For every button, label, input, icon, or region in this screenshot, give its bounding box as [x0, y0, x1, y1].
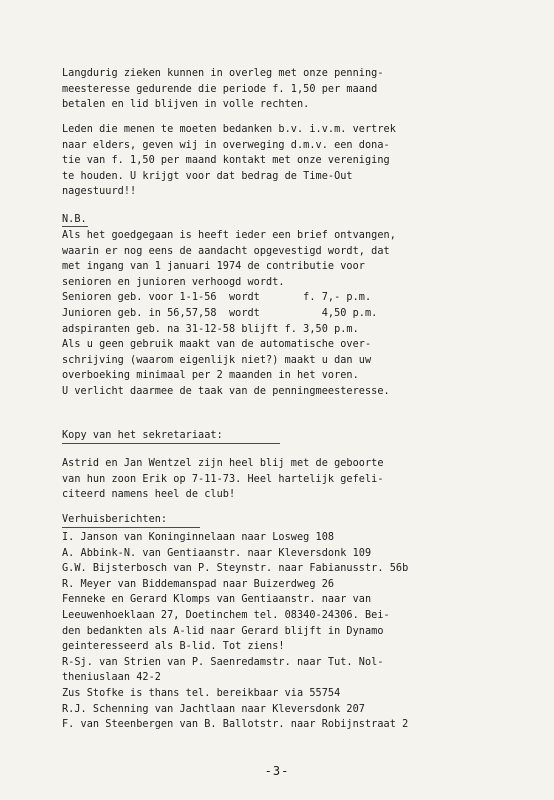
- text-line: U verlicht daarmee de taak van de penningmeesteresse.: [62, 385, 390, 397]
- text-line: schrijving (waarom eigenlijk niet?) maakt u dan uw: [62, 354, 372, 366]
- text-line: senioren en junioren verhoogd wordt.: [62, 276, 285, 288]
- text-line: betalen en lid blijven in volle rechten.: [62, 99, 310, 111]
- text-line: Als het goedgegaan is heeft ieder een brief ontvangen,: [62, 230, 396, 241]
- moves-underline: [62, 527, 200, 528]
- list-item: A. Abbink-N. van Gentiaanstr. naar Kleversdonk 109: [62, 547, 372, 559]
- paragraph-contribution: [62, 228, 536, 400]
- list-item: den bedankten als A-lid naar Gerard blijft in Dynamo: [62, 625, 384, 637]
- text-line: Langdurig zieken kunnen in overleg met onze penning-: [62, 68, 384, 79]
- list-item: theniuslaan 42-2: [62, 672, 161, 684]
- paragraph-long-term-sick: [62, 66, 536, 113]
- list-item: G.W. Bijsterbosch van P. Steynstr. naar Fabianusstr. 56b: [62, 563, 409, 575]
- paragraph-birth-announcement: [62, 456, 536, 503]
- text-line: Leden die menen te moeten bedanken b.v. i.v.m. vertrek: [62, 124, 396, 135]
- page-number: -3-: [264, 764, 290, 778]
- text-line: naar elders, geven wij in overweging d.m.v. een dona-: [62, 139, 390, 151]
- moves-heading: Verhuisberichten:: [62, 514, 168, 525]
- list-item: R-Sj. van Strien van P. Saenredamstr. naar Tut. Nol-: [62, 656, 384, 668]
- text-line: van hun zoon Erik op 7-11-73. Heel hartelijk gefeli-: [62, 473, 384, 485]
- text-line: te houden. U krijgt voor dat bedrag de Time-Out: [62, 170, 353, 182]
- text-line: nagestuurd!!: [62, 186, 137, 198]
- text-line: citeerd namens heel de club!: [62, 489, 236, 501]
- list-item: F. van Steenbergen van B. Ballotstr. naar Robijnstraat 2: [62, 719, 409, 731]
- text-line: waarin er nog eens de aandacht opgevestigd wordt, dat: [62, 245, 390, 257]
- nb-heading-block: [62, 212, 536, 228]
- fee-line-juniors: Junioren geb. in 56,57,58 wordt 4,50 p.m.: [62, 307, 378, 319]
- list-item: geinteresseerd als B-lid. Tot ziens!: [62, 641, 285, 653]
- text-line: meesteresse gedurende die periode f. 1,50 per maand: [62, 83, 378, 95]
- secretariat-heading: Kopy van het sekretariaat:: [62, 430, 223, 441]
- secretariat-heading-block: [62, 428, 536, 444]
- text-line: tie van f. 1,50 per maand kontakt met onze vereniging: [62, 155, 390, 167]
- text-line: Astrid en Jan Wentzel zijn heel blij met de geboorte: [62, 458, 384, 469]
- list-item: I. Janson van Koninginnelaan naar Losweg 108: [62, 532, 335, 543]
- list-item: R.J. Schenning van Jachtlaan naar Kleversdonk 207: [62, 703, 365, 715]
- secretariat-underline: [62, 443, 280, 444]
- text-line: met ingang van 1 januari 1974 de contributie voor: [62, 261, 365, 273]
- nb-heading: N.B.: [62, 214, 87, 225]
- list-item: Zus Stofke is thans tel. bereikbaar via 55754: [62, 687, 341, 699]
- list-item: R. Meyer van Biddemanspad naar Buizerdweg 26: [62, 578, 335, 590]
- moves-heading-block: [62, 512, 536, 528]
- fee-line-seniors: Senioren geb. voor 1-1-56 wordt f. 7,- p.m.: [62, 292, 372, 304]
- list-item: Fenneke en Gerard Klomps van Gentiaanstr. naar van: [62, 594, 372, 606]
- nb-underline: [62, 226, 88, 227]
- fee-line-aspirants: adspiranten geb. na 31-12-58 blijft f. 3,50 p.m.: [62, 323, 359, 335]
- paragraph-membership-leave: [62, 122, 536, 200]
- list-item: Leeuwenhoeklaan 27, Doetinchem tel. 08340-24306. Bei-: [62, 609, 390, 621]
- moves-list: [62, 530, 536, 733]
- text-line: Als u geen gebruik maakt van de automatische over-: [62, 339, 372, 351]
- text-line: overboeking minimaal per 2 maanden in het voren.: [62, 370, 359, 382]
